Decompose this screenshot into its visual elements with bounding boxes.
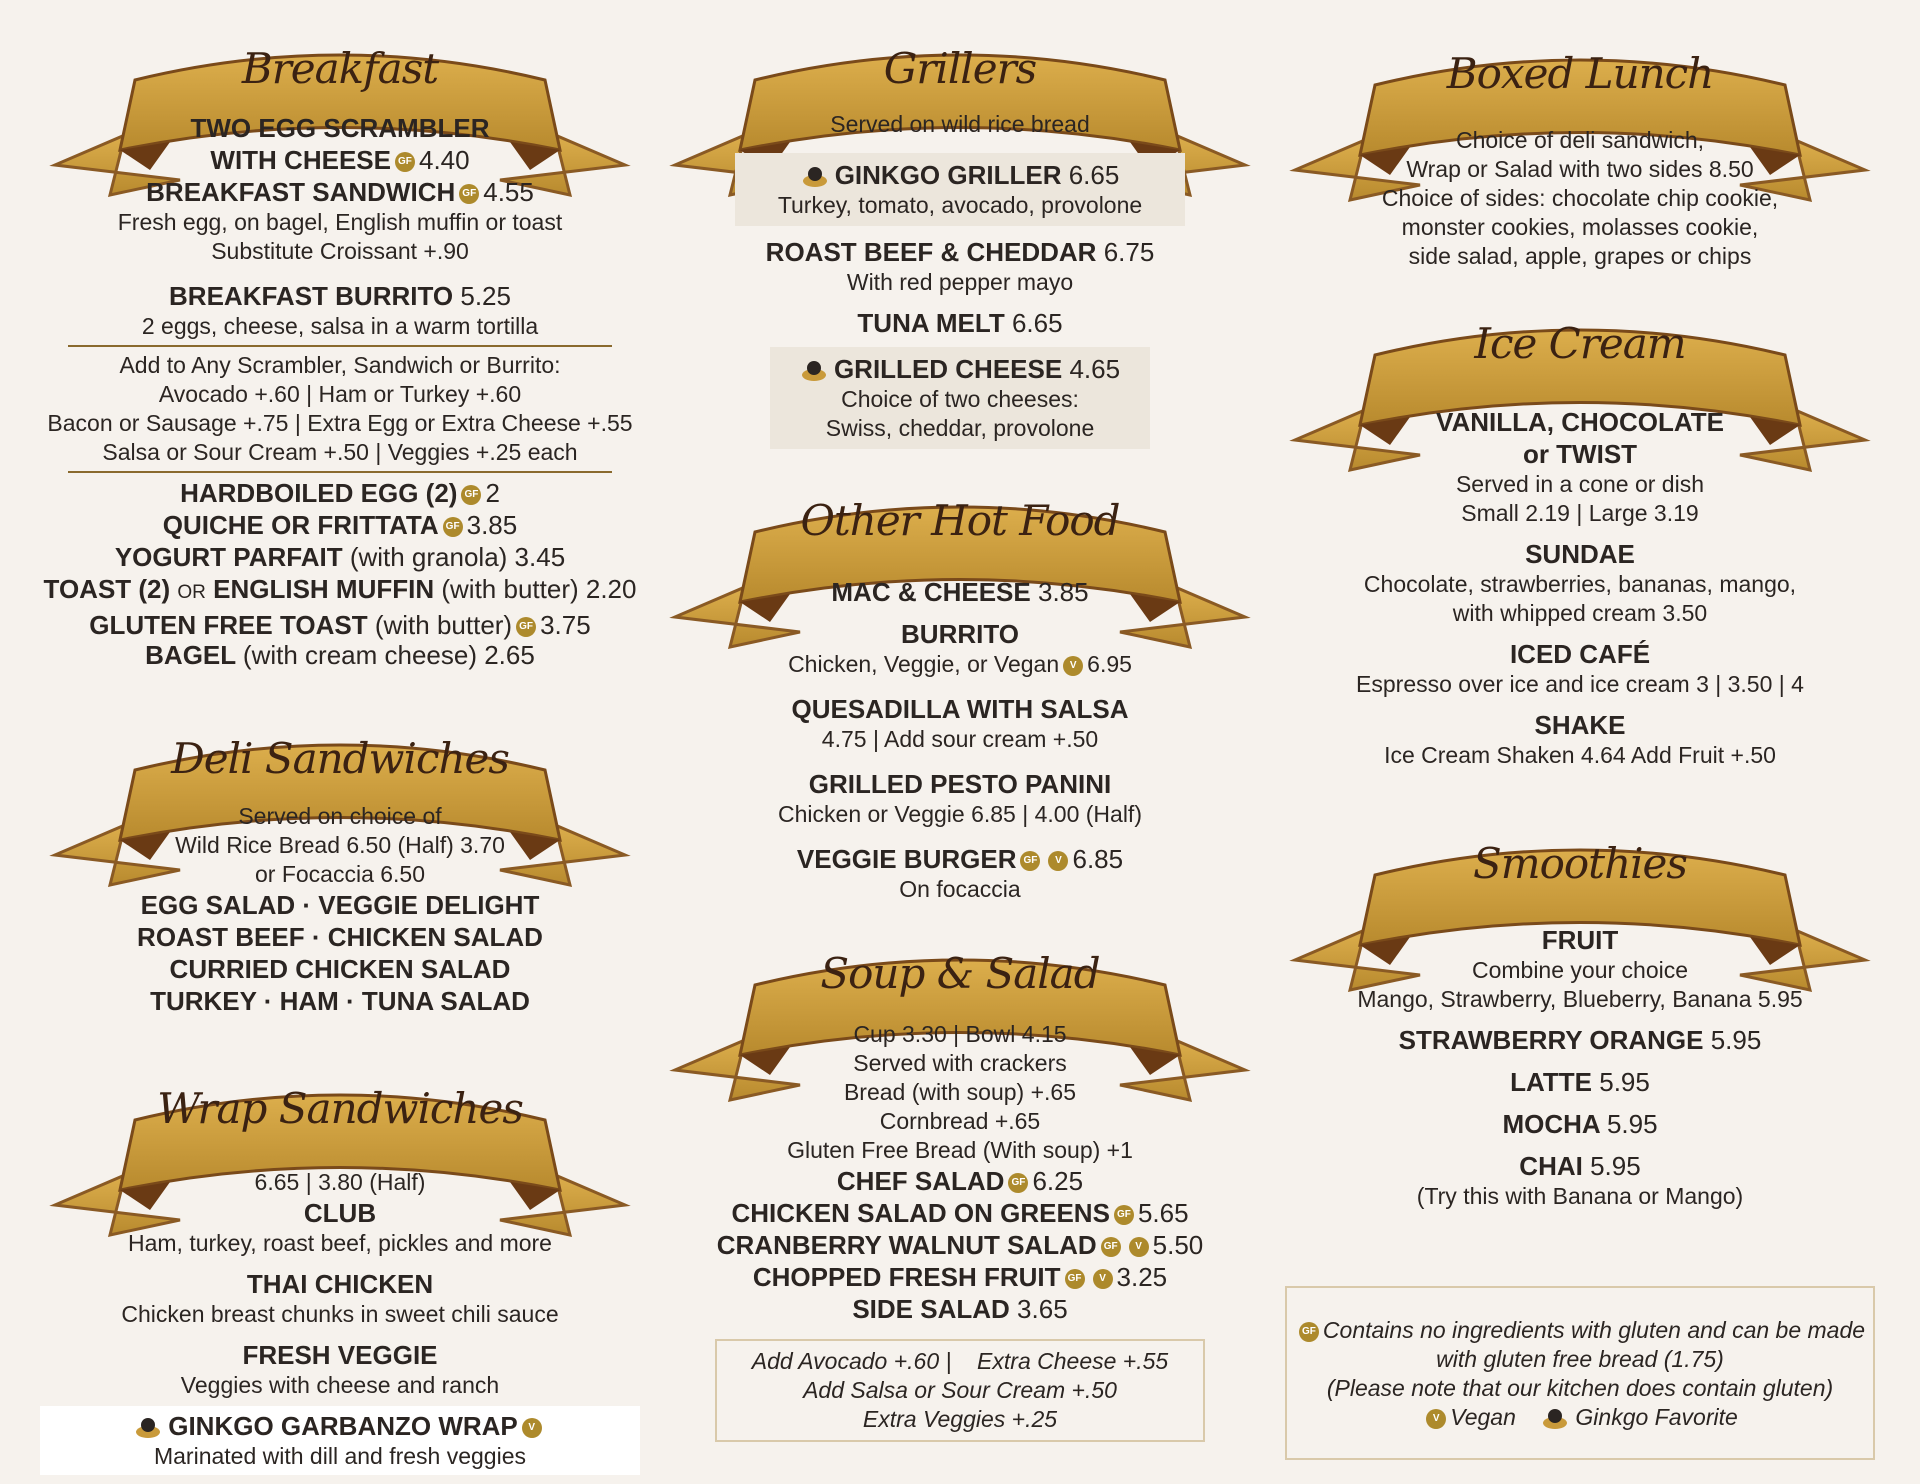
- item-description: Choice of two cheeses:: [841, 386, 1079, 412]
- gf-badge-icon: GF: [516, 617, 536, 637]
- breakfast-section: [30, 112, 650, 669]
- item-description: Mango, Strawberry, Blueberry, Banana 5.95: [1357, 986, 1803, 1012]
- item-description: (Try this with Banana or Mango): [1416, 1183, 1744, 1209]
- item-description: On focaccia: [899, 876, 1021, 902]
- menu-item: TURKEY · HAM · TUNA SALAD: [150, 986, 530, 1016]
- menu-item: GINKGO GARBANZO WRAP V: [40, 1410, 640, 1442]
- grillers-section: [650, 110, 1270, 449]
- menu-item: BAGEL (with cream cheese) 2.65: [145, 640, 535, 670]
- item-description: Marinated with dill and fresh veggies: [153, 1443, 527, 1469]
- item-description: Fresh egg, on bagel, English muffin or toast: [117, 209, 563, 235]
- vegan-badge-icon: V: [522, 1418, 542, 1438]
- item-description: Chicken or Veggie 6.85 | 4.00 (Half): [778, 801, 1142, 827]
- addon-text: Bacon or Sausage +.75 | Extra Egg or Extra Cheese +.55: [47, 410, 633, 436]
- menu-item: QUICHE OR FRITTATA GF 3.85: [162, 510, 518, 540]
- menu-item: HARDBOILED EGG (2) GF 2: [180, 478, 500, 508]
- section-description: Served with crackers: [853, 1050, 1067, 1076]
- addon-text: Add to Any Scrambler, Sandwich or Burrito:: [119, 352, 561, 378]
- gf-badge-icon: GF: [1020, 851, 1040, 871]
- item-description: Ham, turkey, roast beef, pickles and more: [128, 1230, 552, 1256]
- menu-item: BREAKFAST BURRITO 5.25: [169, 281, 511, 311]
- menu-item: CLUB: [303, 1198, 377, 1228]
- menu-item: ICED CAFÉ: [1509, 639, 1651, 669]
- gf-badge-icon: GF: [1101, 1237, 1121, 1257]
- section-description: monster cookies, molasses cookie,: [1401, 214, 1759, 240]
- ginkgo-favorite-icon: [800, 359, 828, 383]
- divider: [68, 345, 612, 347]
- section-description: Gluten Free Bread (With soup) +1: [787, 1137, 1133, 1163]
- menu-item: FRESH VEGGIE: [242, 1340, 438, 1370]
- item-description: 4.75 | Add sour cream +.50: [821, 726, 1099, 752]
- menu-item: CHICKEN SALAD ON GREENS GF 5.65: [731, 1198, 1189, 1228]
- section-description: Wild Rice Bread 6.50 (Half) 3.70: [175, 832, 505, 858]
- menu-item: FRUIT: [1541, 925, 1619, 955]
- menu-item: BREAKFAST SANDWICH GF 4.55: [146, 177, 534, 207]
- item-description: Served in a cone or dish: [1455, 471, 1705, 497]
- menu-item: THAI CHICKEN: [246, 1269, 434, 1299]
- gf-badge-icon: GF: [1114, 1205, 1134, 1225]
- menu-item: WITH CHEESE GF 4.40: [210, 145, 470, 175]
- menu-item: TOAST (2) OR ENGLISH MUFFIN (with butter) 2.20: [43, 574, 637, 604]
- legend-text: (Please note that our kitchen does contain gluten): [1326, 1375, 1834, 1401]
- legend-text: with gluten free bread (1.75): [1436, 1346, 1724, 1372]
- menu-item: TWO EGG SCRAMBLER: [190, 113, 490, 143]
- vegan-badge-icon: V: [1093, 1269, 1113, 1289]
- gf-badge-icon: GF: [1008, 1173, 1028, 1193]
- section-title-ice-cream: Ice Cream: [1474, 319, 1686, 368]
- item-description: Chicken, Veggie, or Vegan V 6.95: [788, 651, 1132, 677]
- menu-item: SHAKE: [1534, 710, 1626, 740]
- gf-badge-icon: GF: [1299, 1322, 1319, 1342]
- vegan-badge-icon: V: [1426, 1409, 1446, 1429]
- menu-item: VEGGIE BURGER GF V 6.85: [796, 844, 1124, 874]
- section-title-smoothies: Smoothies: [1473, 839, 1687, 888]
- menu-item: QUESADILLA WITH SALSA: [791, 694, 1129, 724]
- menu-item: SUNDAE: [1525, 539, 1635, 569]
- section-title-soup-salad: Soup & Salad: [820, 949, 1100, 998]
- menu-item: GINKGO GRILLER 6.65: [735, 159, 1185, 191]
- addon-text: Extra Veggies +.25: [862, 1406, 1058, 1432]
- item-description: Turkey, tomato, avocado, provolone: [777, 192, 1143, 218]
- addon-text: Avocado +.60 | Ham or Turkey +.60: [158, 381, 522, 407]
- highlight-box: [40, 1406, 640, 1475]
- menu-item: TUNA MELT 6.65: [857, 308, 1063, 338]
- section-description: Bread (with soup) +.65: [843, 1079, 1077, 1105]
- section-description: Choice of sides: chocolate chip cookie,: [1381, 185, 1779, 211]
- menu-item: MAC & CHEESE 3.85: [831, 577, 1089, 607]
- hot-food-section: [650, 576, 1270, 904]
- vegan-badge-icon: V: [1129, 1237, 1149, 1257]
- section-description: Served on wild rice bread: [830, 111, 1090, 137]
- legend-text: GF Contains no ingredients with gluten and can be made: [1287, 1316, 1873, 1345]
- item-description: Swiss, cheddar, provolone: [825, 415, 1095, 441]
- ginkgo-favorite-icon: [1541, 1407, 1569, 1431]
- highlight-box: [735, 153, 1185, 226]
- gf-badge-icon: GF: [1065, 1269, 1085, 1289]
- menu-item: GRILLED CHEESE 4.65: [770, 353, 1150, 385]
- gf-badge-icon: GF: [459, 184, 479, 204]
- section-title-hot-food: Other Hot Food: [800, 496, 1120, 545]
- divider: [68, 471, 612, 473]
- section-title-deli: Deli Sandwiches: [171, 734, 509, 783]
- menu-item: LATTE 5.95: [1510, 1067, 1650, 1097]
- section-description: Served on choice of: [238, 803, 442, 829]
- item-description: Substitute Croissant +.90: [211, 238, 469, 264]
- menu-item: EGG SALAD · VEGGIE DELIGHT: [140, 890, 540, 920]
- gf-badge-icon: GF: [461, 485, 481, 505]
- section-description: Choice of deli sandwich,: [1455, 127, 1705, 153]
- menu-item: VANILLA, CHOCOLATE: [1436, 407, 1724, 437]
- addon-text: Salsa or Sour Cream +.50 | Veggies +.25 each: [102, 439, 578, 465]
- menu-item: SIDE SALAD 3.65: [852, 1294, 1068, 1324]
- smoothies-section: [1270, 924, 1890, 1211]
- item-description: Small 2.19 | Large 3.19: [1461, 500, 1699, 526]
- addon-text: Add Salsa or Sour Cream +.50: [803, 1377, 1117, 1403]
- item-description: with whipped cream 3.50: [1452, 600, 1708, 626]
- item-description: Espresso over ice and ice cream 3 | 3.50 | 4: [1356, 671, 1804, 697]
- section-title-boxed-lunch: Boxed Lunch: [1446, 49, 1714, 98]
- item-description: Chicken breast chunks in sweet chili sauce: [121, 1301, 559, 1327]
- menu-item: CRANBERRY WALNUT SALAD GF V 5.50: [716, 1230, 1204, 1260]
- legend-box: [1285, 1286, 1875, 1460]
- legend-text: V Vegan Ginkgo Favorite: [1287, 1403, 1873, 1432]
- section-title-wrap: Wrap Sandwiches: [157, 1084, 523, 1133]
- item-description: Chocolate, strawberries, bananas, mango,: [1363, 571, 1797, 597]
- section-description: side salad, apple, grapes or chips: [1408, 243, 1752, 269]
- gf-badge-icon: GF: [443, 517, 463, 537]
- menu-item: MOCHA 5.95: [1502, 1109, 1658, 1139]
- ice-cream-section: [1270, 406, 1890, 770]
- section-description: Cup 3.30 | Bowl 4.15: [853, 1021, 1067, 1047]
- menu-item: CHAI 5.95: [1519, 1151, 1641, 1181]
- gf-badge-icon: GF: [395, 152, 415, 172]
- section-price: 6.65 | 3.80 (Half): [254, 1169, 426, 1195]
- vegan-badge-icon: V: [1048, 851, 1068, 871]
- addon-text: Add Avocado +.60 | Extra Cheese +.55: [751, 1348, 1169, 1374]
- menu-item: CURRIED CHICKEN SALAD: [169, 954, 511, 984]
- boxed-lunch-section: [1270, 126, 1890, 271]
- item-description: Combine your choice: [1471, 957, 1689, 983]
- vegan-badge-icon: V: [1063, 656, 1083, 676]
- menu-item: CHEF SALAD GF 6.25: [836, 1166, 1084, 1196]
- section-description: or Focaccia 6.50: [254, 861, 426, 887]
- item-description: 2 eggs, cheese, salsa in a warm tortilla: [141, 313, 539, 339]
- item-description: Ice Cream Shaken 4.64 Add Fruit +.50: [1384, 742, 1776, 768]
- menu-item: GRILLED PESTO PANINI: [808, 769, 1112, 799]
- item-description: With red pepper mayo: [846, 269, 1074, 295]
- menu-item: ROAST BEEF · CHICKEN SALAD: [137, 922, 543, 952]
- menu-item: STRAWBERRY ORANGE 5.95: [1398, 1025, 1762, 1055]
- item-description: Veggies with cheese and ranch: [180, 1372, 500, 1398]
- section-title-grillers: Grillers: [883, 44, 1037, 93]
- section-description: Wrap or Salad with two sides 8.50: [1406, 156, 1754, 182]
- wrap-section: [30, 1168, 650, 1475]
- menu-item: GLUTEN FREE TOAST (with butter) GF 3.75: [89, 610, 591, 640]
- highlight-box: [770, 347, 1150, 449]
- menu-item: ROAST BEEF & CHEDDAR 6.75: [765, 237, 1155, 267]
- addon-box: [715, 1339, 1205, 1442]
- deli-section: [30, 802, 650, 1017]
- menu-item: or TWIST: [1522, 439, 1638, 469]
- section-title-breakfast: Breakfast: [241, 44, 439, 93]
- soup-salad-section: [650, 1020, 1270, 1442]
- ginkgo-favorite-icon: [801, 165, 829, 189]
- ginkgo-favorite-icon: [134, 1416, 162, 1440]
- menu-item: YOGURT PARFAIT (with granola) 3.45: [114, 542, 566, 572]
- section-description: Cornbread +.65: [879, 1108, 1041, 1134]
- menu-item: BURRITO: [901, 619, 1019, 649]
- menu-item: CHOPPED FRESH FRUIT GF V 3.25: [752, 1262, 1168, 1292]
